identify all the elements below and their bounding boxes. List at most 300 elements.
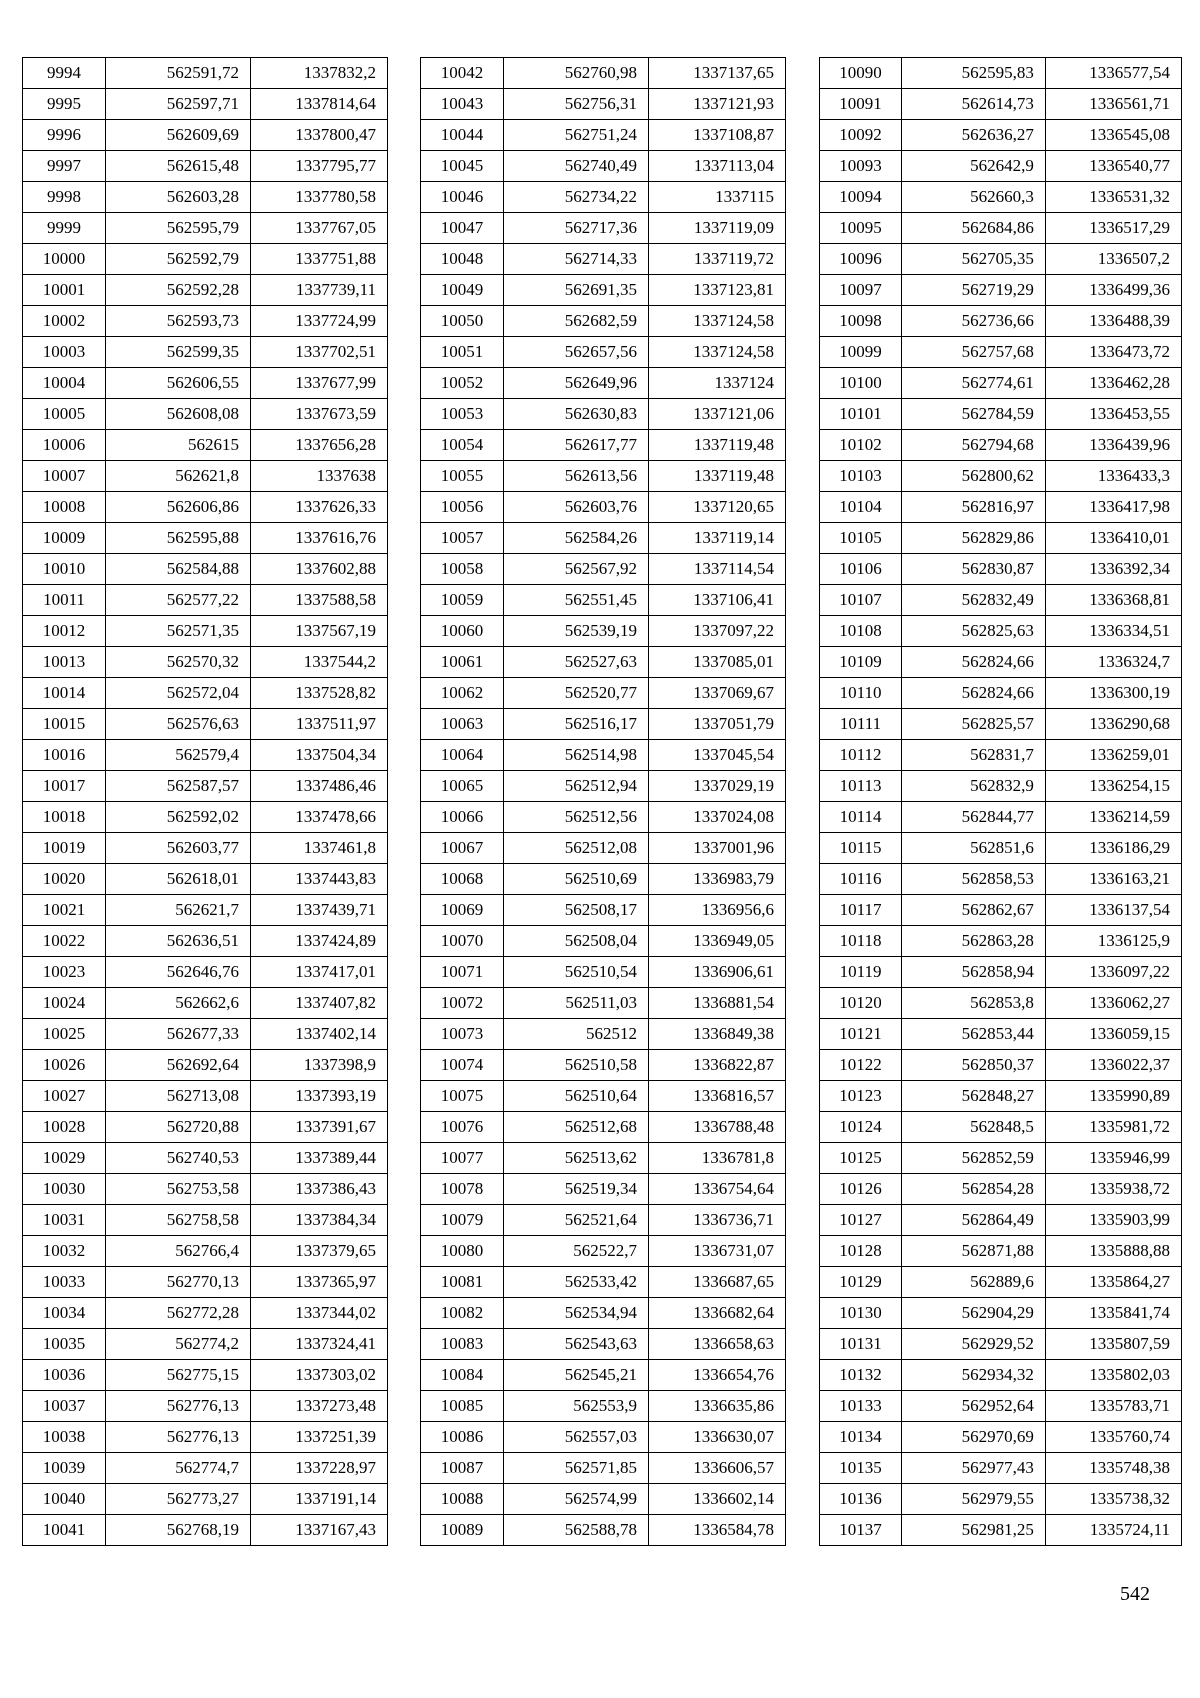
table-row (820, 120, 1182, 151)
point-number-cell: 10049 (421, 275, 504, 306)
coordinate-y-cell: 1337106,41 (649, 585, 786, 616)
coordinate-y-cell: 1337417,01 (251, 957, 388, 988)
table-row (23, 523, 388, 554)
point-number-cell: 10063 (421, 709, 504, 740)
table-row (421, 678, 786, 709)
coordinate-x-cell: 562553,9 (504, 1391, 649, 1422)
table-row (421, 1484, 786, 1515)
coordinate-x-cell: 562768,19 (106, 1515, 251, 1546)
coordinate-y-cell: 1336849,38 (649, 1019, 786, 1050)
coordinate-y-cell: 1337795,77 (251, 151, 388, 182)
coordinate-x-cell: 562970,69 (902, 1422, 1046, 1453)
coordinate-y-cell: 1337407,82 (251, 988, 388, 1019)
table-row (421, 1081, 786, 1112)
coordinate-y-cell: 1337029,19 (649, 771, 786, 802)
coordinate-x-cell: 562606,86 (106, 492, 251, 523)
coordinate-y-cell: 1336507,2 (1045, 244, 1181, 275)
coordinate-y-cell: 1336410,01 (1045, 523, 1181, 554)
point-number-cell: 10086 (421, 1422, 504, 1453)
coordinate-y-cell: 1337398,9 (251, 1050, 388, 1081)
coordinate-y-cell: 1335990,89 (1045, 1081, 1181, 1112)
coordinate-x-cell: 562757,68 (902, 337, 1046, 368)
point-number-cell: 10081 (421, 1267, 504, 1298)
table-row (820, 461, 1182, 492)
coordinate-x-cell: 562753,58 (106, 1174, 251, 1205)
point-number-cell: 10036 (23, 1360, 106, 1391)
coordinate-y-cell: 1337677,99 (251, 368, 388, 399)
coordinate-y-cell: 1337724,99 (251, 306, 388, 337)
coordinate-y-cell: 1337119,14 (649, 523, 786, 554)
coordinate-y-cell: 1337123,81 (649, 275, 786, 306)
table-row (23, 678, 388, 709)
coordinate-y-cell: 1336788,48 (649, 1112, 786, 1143)
coordinate-x-cell: 562740,49 (504, 151, 649, 182)
coordinate-x-cell: 562615 (106, 430, 251, 461)
coordinate-y-cell: 1337626,33 (251, 492, 388, 523)
coordinate-x-cell: 562691,35 (504, 275, 649, 306)
table-row (23, 1205, 388, 1236)
point-number-cell: 10127 (820, 1205, 902, 1236)
table-row (421, 585, 786, 616)
coordinate-x-cell: 562929,52 (902, 1329, 1046, 1360)
coordinate-y-cell: 1337124 (649, 368, 786, 399)
point-number-cell: 10102 (820, 430, 902, 461)
coordinate-y-cell: 1337113,04 (649, 151, 786, 182)
table-row (820, 1453, 1182, 1484)
coordinate-x-cell: 562717,36 (504, 213, 649, 244)
coordinate-y-cell: 1337832,2 (251, 58, 388, 89)
coordinate-x-cell: 562794,68 (902, 430, 1046, 461)
table-row (820, 399, 1182, 430)
coordinate-y-cell: 1335760,74 (1045, 1422, 1181, 1453)
coordinate-y-cell: 1337324,41 (251, 1329, 388, 1360)
coordinate-y-cell: 1336290,68 (1045, 709, 1181, 740)
coordinate-x-cell: 562662,6 (106, 988, 251, 1019)
point-number-cell: 10078 (421, 1174, 504, 1205)
table-row (820, 1422, 1182, 1453)
point-number-cell: 10019 (23, 833, 106, 864)
coordinate-x-cell: 562571,35 (106, 616, 251, 647)
point-number-cell: 10095 (820, 213, 902, 244)
coordinate-y-cell: 1337544,2 (251, 647, 388, 678)
coordinate-x-cell: 562588,78 (504, 1515, 649, 1546)
coordinate-y-cell: 1336163,21 (1045, 864, 1181, 895)
coordinate-y-cell: 1336097,22 (1045, 957, 1181, 988)
coordinate-x-cell: 562630,83 (504, 399, 649, 430)
coordinate-y-cell: 1336881,54 (649, 988, 786, 1019)
coordinate-y-cell: 1336781,8 (649, 1143, 786, 1174)
point-number-cell: 9997 (23, 151, 106, 182)
point-number-cell: 10026 (23, 1050, 106, 1081)
coordinate-y-cell: 1335783,71 (1045, 1391, 1181, 1422)
point-number-cell: 10103 (820, 461, 902, 492)
coordinate-x-cell: 562642,9 (902, 151, 1046, 182)
coordinate-x-cell: 562863,28 (902, 926, 1046, 957)
point-number-cell: 10129 (820, 1267, 902, 1298)
coordinate-y-cell: 1336635,86 (649, 1391, 786, 1422)
table-row (820, 244, 1182, 275)
table-row (820, 1360, 1182, 1391)
table-row (820, 678, 1182, 709)
coordinate-y-cell: 1337119,09 (649, 213, 786, 244)
coordinate-y-cell: 1337389,44 (251, 1143, 388, 1174)
table-row (820, 1174, 1182, 1205)
coordinate-x-cell: 562844,77 (902, 802, 1046, 833)
point-number-cell: 10046 (421, 182, 504, 213)
coordinate-y-cell: 1335724,11 (1045, 1515, 1181, 1546)
point-number-cell: 10136 (820, 1484, 902, 1515)
coordinate-x-cell: 562719,29 (902, 275, 1046, 306)
table-row (23, 771, 388, 802)
coordinate-y-cell: 1337814,64 (251, 89, 388, 120)
table-row (820, 1267, 1182, 1298)
point-number-cell: 10053 (421, 399, 504, 430)
coordinate-y-cell: 1336022,37 (1045, 1050, 1181, 1081)
coordinate-y-cell: 1336736,71 (649, 1205, 786, 1236)
coordinate-y-cell: 1337121,93 (649, 89, 786, 120)
coordinate-y-cell: 1337443,83 (251, 864, 388, 895)
coordinate-y-cell: 1337251,39 (251, 1422, 388, 1453)
table-row (23, 864, 388, 895)
coordinate-y-cell: 1337119,48 (649, 461, 786, 492)
coordinate-y-cell: 1337567,19 (251, 616, 388, 647)
table-row (820, 275, 1182, 306)
coordinate-y-cell: 1337486,46 (251, 771, 388, 802)
coordinate-y-cell: 1336949,05 (649, 926, 786, 957)
point-number-cell: 10057 (421, 523, 504, 554)
table-row (23, 895, 388, 926)
coordinate-y-cell: 1337739,11 (251, 275, 388, 306)
coordinate-y-cell: 1337119,48 (649, 430, 786, 461)
coordinate-y-cell: 1335738,32 (1045, 1484, 1181, 1515)
point-number-cell: 10031 (23, 1205, 106, 1236)
coordinate-x-cell: 562510,54 (504, 957, 649, 988)
coordinate-y-cell: 1336473,72 (1045, 337, 1181, 368)
table-row (23, 1019, 388, 1050)
coordinate-y-cell: 1336584,78 (649, 1515, 786, 1546)
table-row (820, 771, 1182, 802)
coordinate-x-cell: 562774,61 (902, 368, 1046, 399)
coordinate-x-cell: 562609,69 (106, 120, 251, 151)
table-row (421, 275, 786, 306)
point-number-cell: 10021 (23, 895, 106, 926)
coordinate-x-cell: 562770,13 (106, 1267, 251, 1298)
coordinate-y-cell: 1336602,14 (649, 1484, 786, 1515)
table-row (421, 151, 786, 182)
coordinate-x-cell: 562614,73 (902, 89, 1046, 120)
coordinate-x-cell: 562740,53 (106, 1143, 251, 1174)
coordinate-y-cell: 1335802,03 (1045, 1360, 1181, 1391)
coordinate-y-cell: 1337001,96 (649, 833, 786, 864)
coordinate-x-cell: 562613,56 (504, 461, 649, 492)
point-number-cell: 10027 (23, 1081, 106, 1112)
coordinate-x-cell: 562587,57 (106, 771, 251, 802)
point-number-cell: 10044 (421, 120, 504, 151)
point-number-cell: 10001 (23, 275, 106, 306)
point-number-cell: 10104 (820, 492, 902, 523)
point-number-cell: 10100 (820, 368, 902, 399)
coordinate-x-cell: 562511,03 (504, 988, 649, 1019)
coordinate-y-cell: 1337702,51 (251, 337, 388, 368)
coordinate-x-cell: 562512 (504, 1019, 649, 1050)
point-number-cell: 10098 (820, 306, 902, 337)
table-row (421, 988, 786, 1019)
coordinate-x-cell: 562592,28 (106, 275, 251, 306)
table-row (421, 1422, 786, 1453)
point-number-cell: 10112 (820, 740, 902, 771)
table-row (820, 1019, 1182, 1050)
coordinate-y-cell: 1337024,08 (649, 802, 786, 833)
table-row (23, 740, 388, 771)
table-row (23, 1360, 388, 1391)
coordinate-x-cell: 562682,59 (504, 306, 649, 337)
coordinate-x-cell: 562522,7 (504, 1236, 649, 1267)
point-number-cell: 10010 (23, 554, 106, 585)
coordinate-x-cell: 562584,26 (504, 523, 649, 554)
coordinate-x-cell: 562825,57 (902, 709, 1046, 740)
point-number-cell: 10059 (421, 585, 504, 616)
table-row (820, 1205, 1182, 1236)
point-number-cell: 10003 (23, 337, 106, 368)
point-number-cell: 10116 (820, 864, 902, 895)
coordinate-y-cell: 1336531,32 (1045, 182, 1181, 213)
point-number-cell: 10029 (23, 1143, 106, 1174)
coordinate-x-cell: 562853,8 (902, 988, 1046, 1019)
coordinate-x-cell: 562510,69 (504, 864, 649, 895)
coordinate-x-cell: 562714,33 (504, 244, 649, 275)
table-row (421, 337, 786, 368)
coordinate-x-cell: 562831,7 (902, 740, 1046, 771)
coordinate-x-cell: 562824,66 (902, 647, 1046, 678)
table-row (23, 244, 388, 275)
table-row (23, 833, 388, 864)
point-number-cell: 10111 (820, 709, 902, 740)
point-number-cell: 10067 (421, 833, 504, 864)
coordinate-y-cell: 1336956,6 (649, 895, 786, 926)
point-number-cell: 10119 (820, 957, 902, 988)
point-number-cell: 10043 (421, 89, 504, 120)
coordinate-x-cell: 562606,55 (106, 368, 251, 399)
coordinate-y-cell: 1335888,88 (1045, 1236, 1181, 1267)
coordinate-y-cell: 1337121,06 (649, 399, 786, 430)
coordinate-x-cell: 562591,72 (106, 58, 251, 89)
coordinate-y-cell: 1337108,87 (649, 120, 786, 151)
point-number-cell: 9996 (23, 120, 106, 151)
point-number-cell: 10123 (820, 1081, 902, 1112)
coordinate-x-cell: 562848,27 (902, 1081, 1046, 1112)
coordinate-x-cell: 562599,35 (106, 337, 251, 368)
table-row (23, 647, 388, 678)
coordinate-y-cell: 1337114,54 (649, 554, 786, 585)
table-row (820, 585, 1182, 616)
point-number-cell: 10051 (421, 337, 504, 368)
point-number-cell: 10099 (820, 337, 902, 368)
coordinate-x-cell: 562516,17 (504, 709, 649, 740)
coordinate-x-cell: 562858,53 (902, 864, 1046, 895)
coordinate-y-cell: 1336687,65 (649, 1267, 786, 1298)
coordinate-y-cell: 1337588,58 (251, 585, 388, 616)
point-number-cell: 10071 (421, 957, 504, 988)
table-row (820, 864, 1182, 895)
point-number-cell: 10084 (421, 1360, 504, 1391)
coordinate-x-cell: 562567,92 (504, 554, 649, 585)
table-row (23, 1329, 388, 1360)
coordinate-x-cell: 562784,59 (902, 399, 1046, 430)
coordinate-x-cell: 562595,79 (106, 213, 251, 244)
point-number-cell: 10124 (820, 1112, 902, 1143)
point-number-cell: 10137 (820, 1515, 902, 1546)
point-number-cell: 10032 (23, 1236, 106, 1267)
coordinate-y-cell: 1337751,88 (251, 244, 388, 275)
coordinate-y-cell: 1337365,97 (251, 1267, 388, 1298)
table-row (421, 1329, 786, 1360)
coordinate-y-cell: 1336214,59 (1045, 802, 1181, 833)
table-row (820, 1143, 1182, 1174)
coordinate-x-cell: 562592,79 (106, 244, 251, 275)
coordinate-x-cell: 562577,22 (106, 585, 251, 616)
point-number-cell: 10110 (820, 678, 902, 709)
point-number-cell: 10130 (820, 1298, 902, 1329)
table-row (421, 1174, 786, 1205)
coordinate-x-cell: 562595,88 (106, 523, 251, 554)
point-number-cell: 10065 (421, 771, 504, 802)
point-number-cell: 10135 (820, 1453, 902, 1484)
point-number-cell: 10107 (820, 585, 902, 616)
table-row (820, 1050, 1182, 1081)
coordinate-x-cell: 562646,76 (106, 957, 251, 988)
coordinate-x-cell: 562766,4 (106, 1236, 251, 1267)
coordinate-x-cell: 562571,85 (504, 1453, 649, 1484)
coordinate-y-cell: 1337439,71 (251, 895, 388, 926)
coordinate-y-cell: 1337085,01 (649, 647, 786, 678)
point-number-cell: 10045 (421, 151, 504, 182)
coordinate-y-cell: 1337504,34 (251, 740, 388, 771)
table-row (23, 1298, 388, 1329)
point-number-cell: 10007 (23, 461, 106, 492)
table-row (23, 1081, 388, 1112)
coordinate-x-cell: 562514,98 (504, 740, 649, 771)
coordinate-y-cell: 1335903,99 (1045, 1205, 1181, 1236)
coordinate-y-cell: 1336488,39 (1045, 306, 1181, 337)
table-row (23, 492, 388, 523)
table-row (421, 306, 786, 337)
coordinate-y-cell: 1337638 (251, 461, 388, 492)
table-row (23, 58, 388, 89)
coordinate-y-cell: 1336368,81 (1045, 585, 1181, 616)
point-number-cell: 10005 (23, 399, 106, 430)
coordinate-y-cell: 1337780,58 (251, 182, 388, 213)
coordinate-x-cell: 562816,97 (902, 492, 1046, 523)
table-row (23, 1484, 388, 1515)
coordinate-x-cell: 562825,63 (902, 616, 1046, 647)
point-number-cell: 10011 (23, 585, 106, 616)
point-number-cell: 10115 (820, 833, 902, 864)
point-number-cell: 10047 (421, 213, 504, 244)
point-number-cell: 10088 (421, 1484, 504, 1515)
coordinate-x-cell: 562904,29 (902, 1298, 1046, 1329)
point-number-cell: 10014 (23, 678, 106, 709)
table-row (820, 926, 1182, 957)
coordinate-x-cell: 562608,08 (106, 399, 251, 430)
table-row (421, 1050, 786, 1081)
table-row (421, 89, 786, 120)
coordinate-y-cell: 1336658,63 (649, 1329, 786, 1360)
coordinate-x-cell: 562574,99 (504, 1484, 649, 1515)
coordinate-x-cell: 562751,24 (504, 120, 649, 151)
coordinate-x-cell: 562862,67 (902, 895, 1046, 926)
point-number-cell: 10082 (421, 1298, 504, 1329)
coordinate-y-cell: 1335946,99 (1045, 1143, 1181, 1174)
coordinate-x-cell: 562832,9 (902, 771, 1046, 802)
point-number-cell: 10109 (820, 647, 902, 678)
table-row (23, 585, 388, 616)
table-row (23, 709, 388, 740)
table-row (23, 120, 388, 151)
table-row (23, 1236, 388, 1267)
coordinate-x-cell: 562684,86 (902, 213, 1046, 244)
coordinate-y-cell: 1337124,58 (649, 306, 786, 337)
coordinate-x-cell: 562871,88 (902, 1236, 1046, 1267)
coordinate-x-cell: 562508,04 (504, 926, 649, 957)
point-number-cell: 10092 (820, 120, 902, 151)
table-row (421, 957, 786, 988)
point-number-cell: 10052 (421, 368, 504, 399)
coordinate-y-cell: 1336983,79 (649, 864, 786, 895)
table-row (820, 1081, 1182, 1112)
coordinate-x-cell: 562593,73 (106, 306, 251, 337)
table-row (820, 554, 1182, 585)
coordinate-y-cell: 1336731,07 (649, 1236, 786, 1267)
coordinate-y-cell: 1335841,74 (1045, 1298, 1181, 1329)
table-row (421, 1267, 786, 1298)
point-number-cell: 10035 (23, 1329, 106, 1360)
table-row (23, 182, 388, 213)
table-row (421, 492, 786, 523)
coordinate-y-cell: 1336453,55 (1045, 399, 1181, 430)
coordinate-x-cell: 562934,32 (902, 1360, 1046, 1391)
coordinate-x-cell: 562576,63 (106, 709, 251, 740)
coordinate-x-cell: 562557,03 (504, 1422, 649, 1453)
coordinate-y-cell: 1336630,07 (649, 1422, 786, 1453)
coordinate-x-cell: 562851,6 (902, 833, 1046, 864)
table-row (820, 1515, 1182, 1546)
table-row (421, 1453, 786, 1484)
coordinate-y-cell: 1336606,57 (649, 1453, 786, 1484)
coordinate-x-cell: 562832,49 (902, 585, 1046, 616)
point-number-cell: 10069 (421, 895, 504, 926)
coordinate-y-cell: 1337344,02 (251, 1298, 388, 1329)
point-number-cell: 10126 (820, 1174, 902, 1205)
table-row (820, 523, 1182, 554)
coordinate-y-cell: 1336561,71 (1045, 89, 1181, 120)
coordinate-x-cell: 562545,21 (504, 1360, 649, 1391)
point-number-cell: 10008 (23, 492, 106, 523)
point-number-cell: 10097 (820, 275, 902, 306)
point-number-cell: 10056 (421, 492, 504, 523)
coordinate-x-cell: 562513,62 (504, 1143, 649, 1174)
table-row (421, 399, 786, 430)
point-number-cell: 10048 (421, 244, 504, 275)
point-number-cell: 10024 (23, 988, 106, 1019)
coordinate-y-cell: 1337528,82 (251, 678, 388, 709)
table-row (820, 802, 1182, 833)
coordinate-x-cell: 562736,66 (902, 306, 1046, 337)
point-number-cell: 10113 (820, 771, 902, 802)
coordinate-y-cell: 1337673,59 (251, 399, 388, 430)
point-number-cell: 10033 (23, 1267, 106, 1298)
coordinate-y-cell: 1336654,76 (649, 1360, 786, 1391)
coordinate-x-cell: 562570,32 (106, 647, 251, 678)
